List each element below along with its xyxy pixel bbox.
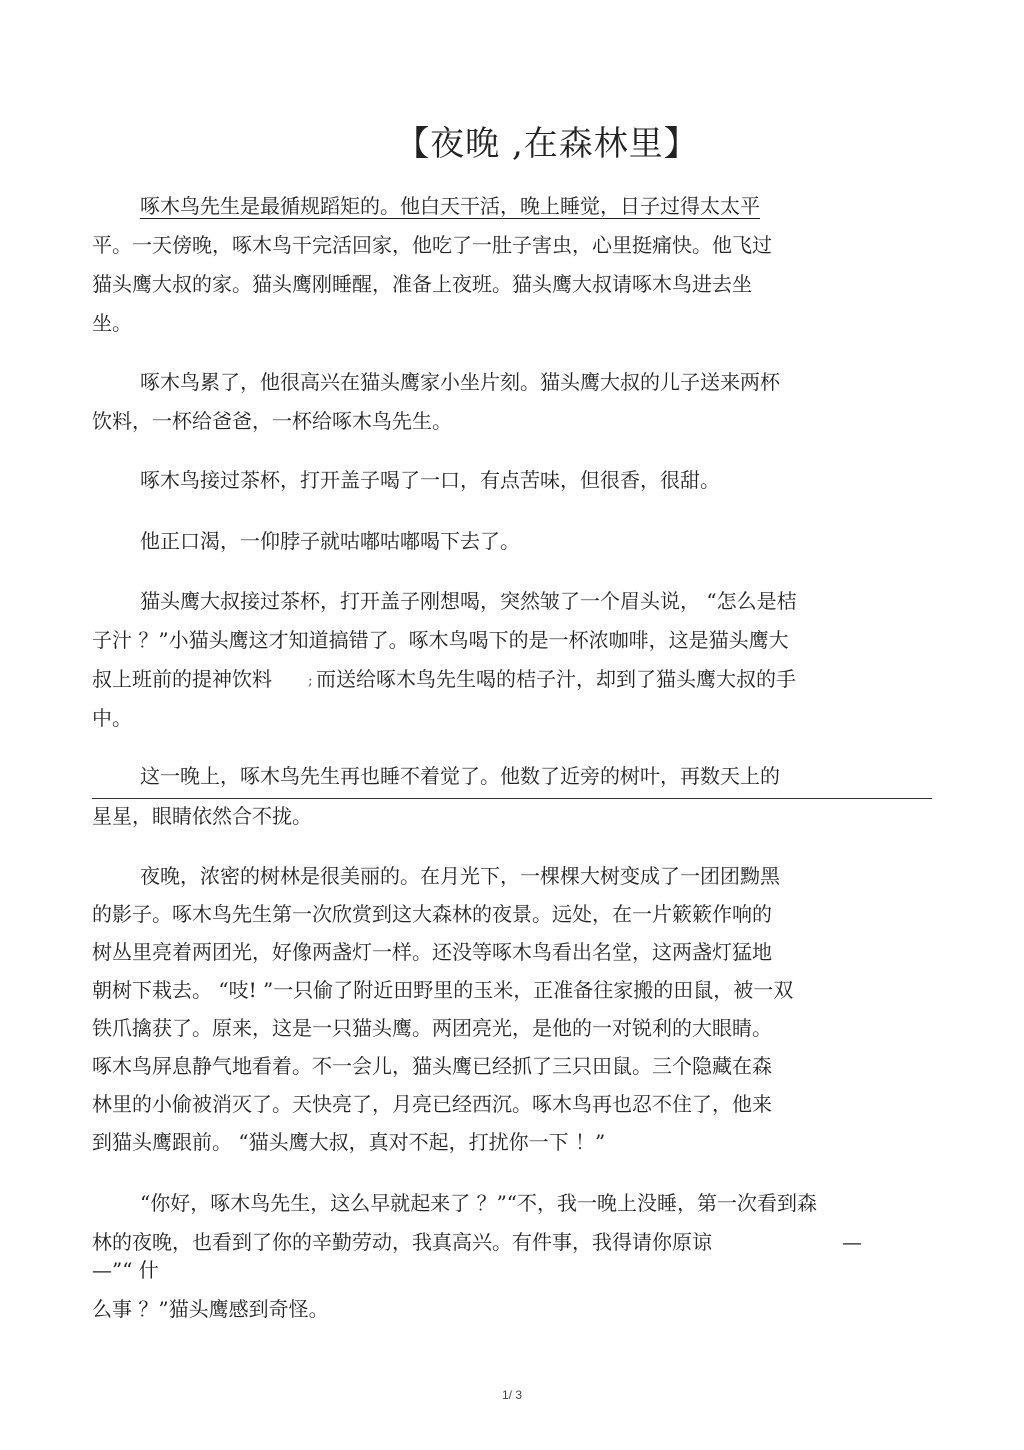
page-number: 1/ 3 xyxy=(501,1388,522,1402)
text-line: 平。一天傍晚，啄木鸟干完活回家，他吃了一肚子害虫，心里挺痛快。他飞过 xyxy=(92,233,772,257)
text-line: 的影子。啄木鸟先生第一次欣赏到这大森林的夜景。远处，在一片簌簌作响的 xyxy=(92,902,772,926)
text-line: —”“ 什 xyxy=(92,1258,159,1282)
text-line: 中。 xyxy=(92,706,132,730)
text-line: 树丛里亮着两团光，好像两盏灯一样。还没等啄木鸟看出名堂，这两盏灯猛地 xyxy=(92,940,772,964)
text-line: “你好，啄木鸟先生，这么早就起来了 ？”“不，我一晚上没睡，第一次看到森 xyxy=(140,1191,818,1215)
document-title: 【夜晚 ,在森林里】 xyxy=(395,124,699,164)
text-line: 叔上班前的提神饮料 xyxy=(92,667,272,691)
text-line: 啄木鸟屏息静气地看着。不一会儿，猫头鹰已经抓了三只田鼠。三个隐藏在森 xyxy=(92,1054,772,1078)
text-line: 坐。 xyxy=(92,311,132,335)
text-line: 林里的小偷被消灭了。天快亮了，月亮已经西沉。啄木鸟再也忍不住了，他来 xyxy=(92,1092,772,1116)
text-line: 林的夜晚，也看到了你的辛勤劳动，我真高兴。有件事，我得请你原谅 xyxy=(92,1230,712,1254)
text-line: 到猫头鹰跟前。 “猫头鹰大叔，真对不起，打扰你一下 ！” xyxy=(92,1130,606,1154)
text-line: 啄木鸟接过茶杯，打开盖子喝了一口，有点苦味，但很香，很甜。 xyxy=(140,468,720,492)
text-line: 夜晚，浓密的树林是很美丽的。在月光下，一棵棵大树变成了一团团黝黑 xyxy=(140,864,780,888)
horizontal-rule xyxy=(92,798,932,799)
text-line: 子汁 ？”小猫头鹰这才知道搞错了。啄木鸟喝下的是一杯浓咖啡，这是猫头鹰大 xyxy=(92,628,789,652)
text-line: 饮料，一杯给爸爸，一杯给啄木鸟先生。 xyxy=(92,409,452,433)
text-line: 猫头鹰大叔的家。猫头鹰刚睡醒，准备上夜班。猫头鹰大叔请啄木鸟进去坐 xyxy=(92,272,752,296)
text-line: 啄木鸟先生是最循规蹈矩的。他白天干活，晚上睡觉，日子过得太太平 xyxy=(140,194,760,218)
text-line: 而送给啄木鸟先生喝的桔子汁，却到了猫头鹰大叔的手 xyxy=(316,667,796,691)
text-line: 他正口渴，一仰脖子就咕嘟咕嘟喝下去了。 xyxy=(140,529,520,553)
punctuation-mark: ; xyxy=(308,673,313,689)
text-line: — xyxy=(842,1230,862,1254)
text-line: 朝树下栽去。 “吱! ”一只偷了附近田野里的玉米，正准备往家搬的田鼠，被一双 xyxy=(92,978,794,1002)
text-line: 啄木鸟累了，他很高兴在猫头鹰家小坐片刻。猫头鹰大叔的儿子送来两杯 xyxy=(140,370,780,394)
text-line: 么事 ？”猫头鹰感到奇怪。 xyxy=(92,1297,329,1321)
text-line: 铁爪擒获了。原来，这是一只猫头鹰。两团亮光，是他的一对锐利的大眼睛。 xyxy=(92,1016,772,1040)
text-line: 这一晚上，啄木鸟先生再也睡不着觉了。他数了近旁的树叶，再数天上的 xyxy=(140,764,780,788)
text-line: 猫头鹰大叔接过茶杯，打开盖子刚想喝，突然皱了一个眉头说， “怎么是桔 xyxy=(140,589,797,613)
text-line: 星星，眼睛依然合不拢。 xyxy=(92,804,312,828)
